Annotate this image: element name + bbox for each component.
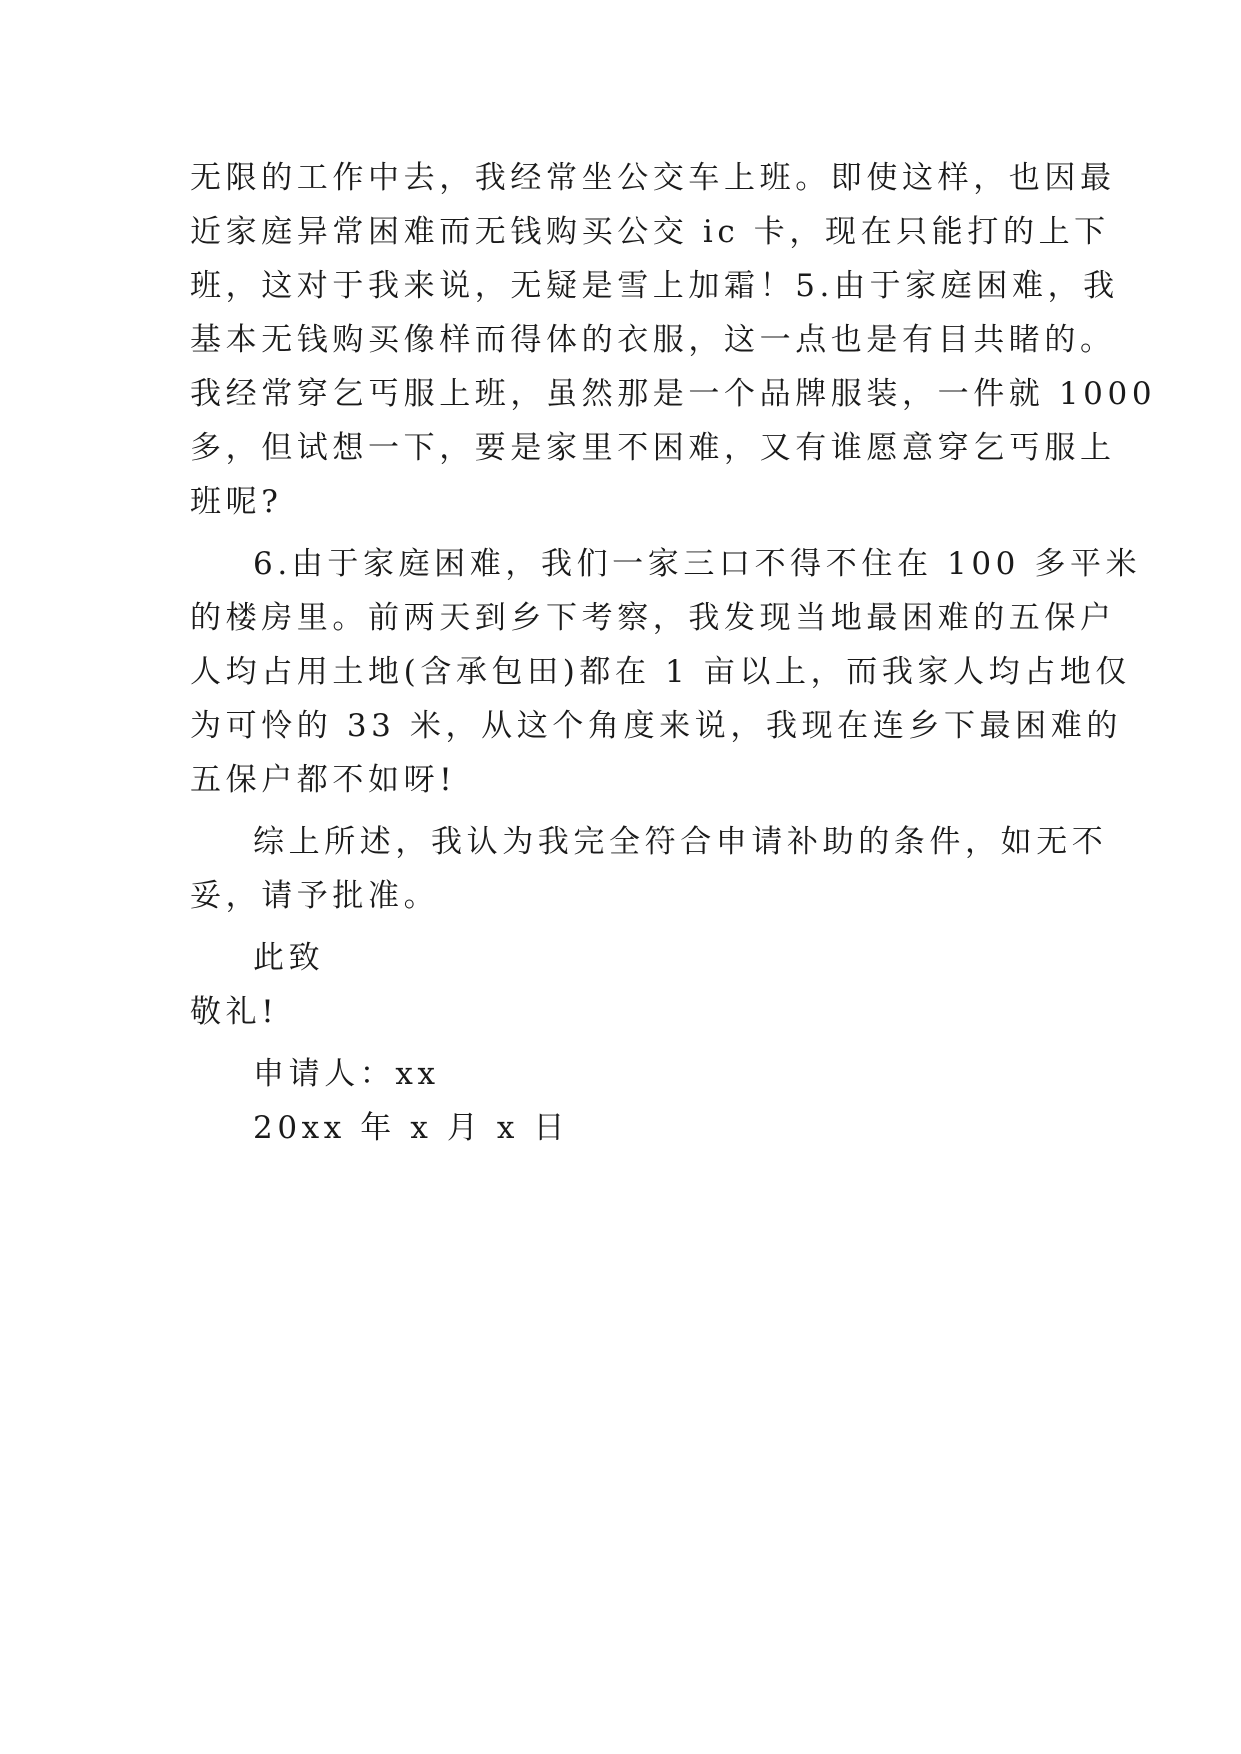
body-line: 班呢? bbox=[190, 484, 283, 520]
body-line: 基本无钱购买像样而得体的衣服，这一点也是有目共睹的。 bbox=[190, 322, 1116, 358]
applicant-signature: 申请人：xx bbox=[253, 1056, 440, 1092]
closing-salutation: 此致 bbox=[253, 940, 325, 976]
body-line: 的楼房里。前两天到乡下考察，我发现当地最困难的五保户 bbox=[190, 600, 1116, 636]
body-line: 我经常穿乞丐服上班，虽然那是一个品牌服装，一件就 1000 bbox=[190, 376, 1157, 412]
body-line: 综上所述，我认为我完全符合申请补助的条件，如无不 bbox=[253, 824, 1108, 860]
body-line: 近家庭异常困难而无钱购买公交 ic 卡，现在只能打的上下 bbox=[190, 214, 1110, 250]
body-line: 妥，请予批准。 bbox=[190, 878, 440, 914]
body-line: 人均占用土地(含承包田)都在 1 亩以上，而我家人均占地仅 bbox=[190, 654, 1132, 690]
closing-regards: 敬礼! bbox=[190, 994, 279, 1030]
body-line: 五保户都不如呀! bbox=[190, 762, 457, 798]
body-line: 6.由于家庭困难，我们一家三口不得不住在 100 多平米 bbox=[253, 546, 1142, 582]
body-line: 多，但试想一下，要是家里不困难，又有谁愿意穿乞丐服上 bbox=[190, 430, 1116, 466]
body-line: 班，这对于我来说，无疑是雪上加霜！5.由于家庭困难，我 bbox=[190, 268, 1119, 304]
body-line: 为可怜的 33 米，从这个角度来说，我现在连乡下最困难的 bbox=[190, 708, 1122, 744]
signature-date: 20xx 年 x 月 x 日 bbox=[253, 1110, 570, 1146]
body-line: 无限的工作中去，我经常坐公交车上班。即使这样，也因最 bbox=[190, 160, 1116, 196]
